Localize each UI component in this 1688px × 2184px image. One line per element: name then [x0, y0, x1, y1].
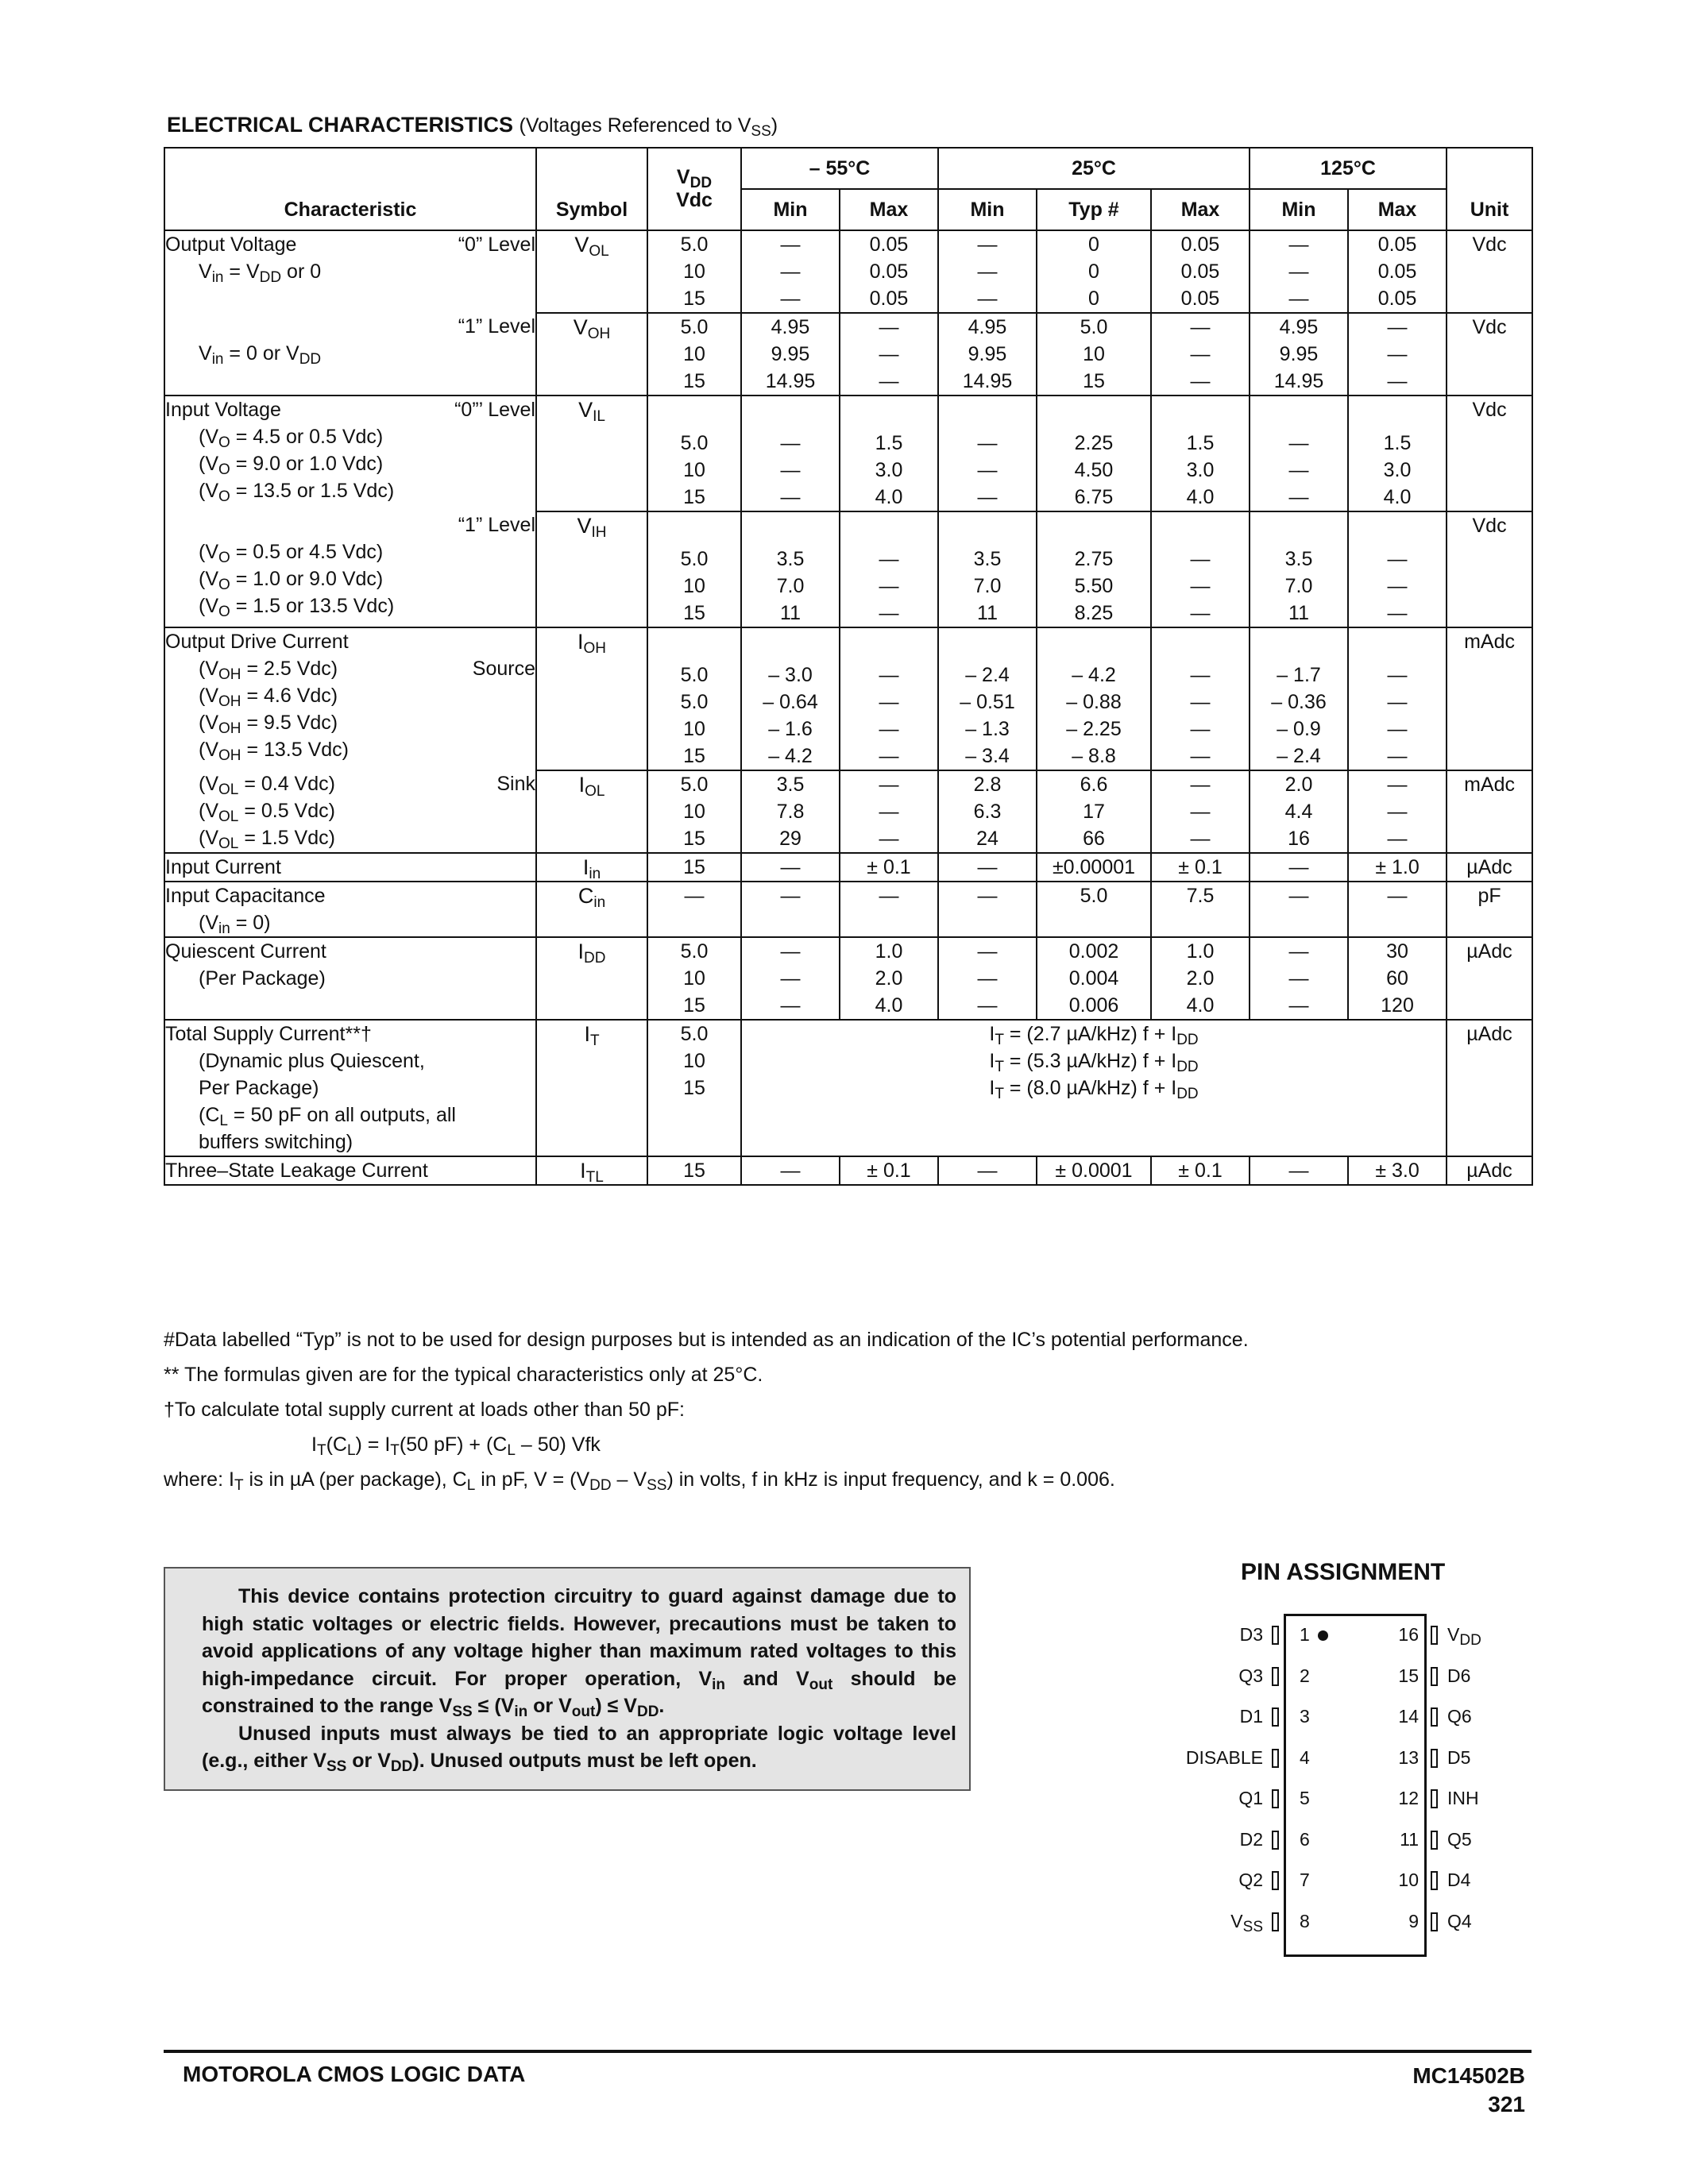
table-cell: 5.0 10 15 [647, 770, 741, 853]
table-title: ELECTRICAL CHARACTERISTICS (Voltages Referenced to $V_{SS}$) [167, 113, 778, 140]
table-cell: mAdc [1447, 770, 1532, 853]
table-cell: — — — [1151, 511, 1250, 627]
table-cell: ± 0.1 [1151, 853, 1250, 882]
table-row [164, 627, 1532, 770]
table-cell: ± 0.0001 [1037, 1156, 1151, 1185]
pin-left-label: D3 [1239, 1624, 1263, 1645]
table-cell: $I_{OH}$ [536, 627, 647, 770]
table-cell: Input Voltage “0”’ Level ($V_O = 4.5$ or 0.5 Vdc) ($V_O = 9.0$ or 1.0 Vdc) ($V_O = 13.5$ or 1.5 Vdc) [164, 396, 536, 511]
table-cell: 15 [647, 853, 741, 882]
table-cell: — [938, 882, 1037, 937]
footer-publication: MOTOROLA CMOS LOGIC DATA [183, 2062, 526, 2086]
table-cell: — [1348, 882, 1447, 937]
table-cell: Three–State Leakage Current [164, 1156, 536, 1185]
table-cell: Output Voltage “0” Level $V_{in} = V_{DD}$ or 0 [164, 230, 536, 313]
part-number: MC14502B [1412, 2063, 1525, 2088]
table-cell: Vdc [1447, 396, 1532, 511]
table-cell: — — — [938, 230, 1037, 313]
table-cell: — [938, 1156, 1037, 1185]
table-cell: 5.0 10 15 [647, 230, 741, 313]
table-cell: — — — — [1348, 627, 1447, 770]
pin-lead [1272, 1707, 1279, 1727]
table-cell: – 4.2 – 0.88 – 2.25 – 8.8 [1037, 627, 1151, 770]
table-cell: Input Current [164, 853, 536, 882]
table-cell: — — — [1250, 396, 1348, 511]
pin-number: 2 [1300, 1665, 1310, 1686]
table-cell: 7.5 [1151, 882, 1250, 937]
table-cell: Vdc [1447, 230, 1532, 313]
pin-left-label: Q3 [1238, 1665, 1263, 1686]
table-cell: $C_{in}$ [536, 882, 647, 937]
table-cell: — — — — [1151, 627, 1250, 770]
table-cell: ± 0.1 [840, 1156, 938, 1185]
table-cell: 5.0 10 15 [647, 396, 741, 511]
header-temp-minus55: – 55°C [741, 148, 938, 189]
table-cell: pF [1447, 882, 1532, 937]
table-cell: 2.0 4.4 16 [1250, 770, 1348, 853]
table-row [164, 853, 1532, 882]
table-cell: — — — [1250, 937, 1348, 1020]
pin-number: 3 [1300, 1706, 1310, 1727]
table-cell: Vdc [1447, 313, 1532, 396]
footnote-where: where: $I_T$ is in µA (per package), $C_L$ in pF, $V = (V_{DD} - V_{SS})$ in volts, f in kHz is input frequency, and k = 0.006. [164, 1468, 1115, 1494]
electrical-characteristics-table [164, 147, 1533, 1186]
table-cell: $V_{OL}$ [536, 230, 647, 313]
table-cell: — [741, 882, 840, 937]
footer-part-page [1412, 2062, 1525, 2119]
table-cell: 5.0 10 15 [647, 1020, 741, 1156]
table-cell: 4.95 9.95 14.95 [741, 313, 840, 396]
pin-left-label: Q1 [1238, 1788, 1263, 1808]
footer-rule [164, 2050, 1532, 2053]
page-number: 321 [1488, 2092, 1525, 2116]
table-cell: $I_{DD}$ [536, 937, 647, 1020]
table-cell: Quiescent Current (Per Package) [164, 937, 536, 1020]
table-cell: 3.5 7.0 11 [938, 511, 1037, 627]
table-cell: 5.0 10 15 [1037, 313, 1151, 396]
footnote-formulas: ** The formulas given are for the typical characteristics only at 25°C. [164, 1364, 763, 1386]
table-cell: $I_{TL}$ [536, 1156, 647, 1185]
pin-right-label: Q5 [1447, 1828, 1472, 1850]
table-cell: “1” Level $V_{in} = 0$ or $V_{DD}$ [164, 313, 536, 396]
table-cell: 15 [647, 1156, 741, 1185]
pin-lead [1272, 1626, 1279, 1645]
pin-right-label: D4 [1447, 1870, 1471, 1890]
table-cell: µAdc [1447, 1020, 1532, 1156]
table-cell: µAdc [1447, 937, 1532, 1020]
table-cell: — — — [840, 770, 938, 853]
header-symbol: Symbol [536, 148, 647, 230]
table-cell: 0.05 0.05 0.05 [1348, 230, 1447, 313]
table-cell: 0.002 0.004 0.006 [1037, 937, 1151, 1020]
table-row [164, 313, 1532, 396]
pin-number: 1 [1300, 1624, 1310, 1645]
table-cell: — — — [1250, 230, 1348, 313]
table-cell: 3.5 7.8 29 [741, 770, 840, 853]
table-cell: 1.5 3.0 4.0 [840, 396, 938, 511]
table-cell: 30 60 120 [1348, 937, 1447, 1020]
table-row [164, 230, 1532, 313]
pin-lead [1272, 1749, 1279, 1768]
header-unit: Unit [1447, 148, 1532, 230]
header-max: Max [1348, 189, 1447, 230]
pin-lead [1272, 1871, 1279, 1890]
table-footnotes [164, 1322, 1249, 1497]
pin1-dot-icon [1318, 1630, 1328, 1641]
protection-notice: This device contains protection circuitry to guard against damage due to high static voltages or electric fields. However, precautions must be taken to avoid applications of any voltage higher than maximum rated voltages to this high-impedance circuit. For proper operation, $V_{in}$ and $V_{out}$ should be constrained to the range $V_{SS} \le (V_{in}$ or $V_{out}) \le V_{DD}$. Unused inputs must always be tied to an appropriate logic voltage level (e.g., either $V_{SS}$ or $V_{DD}$). Unused outputs must be left open. [164, 1567, 971, 1791]
table-cell: 5.0 [1037, 882, 1151, 937]
footnote-typ: #Data labelled “Typ” is not to be used for design purposes but is intended as an indication of the IC’s potential performance. [164, 1329, 1249, 1351]
pin-number: 4 [1300, 1746, 1310, 1768]
table-cell: — — — [1348, 313, 1447, 396]
table-cell: $I_{in}$ [536, 853, 647, 882]
table-row [164, 1156, 1532, 1185]
table-cell: — — — [1348, 770, 1447, 853]
header-max: Max [840, 189, 938, 230]
header-temp-25: 25°C [938, 148, 1250, 189]
table-cell: ± 0.1 [1151, 1156, 1250, 1185]
table-cell: — [840, 882, 938, 937]
table-cell: — — — [741, 937, 840, 1020]
table-cell: — — — — [840, 627, 938, 770]
table-cell: 5.0 10 15 [647, 511, 741, 627]
table-cell: 6.6 17 66 [1037, 770, 1151, 853]
header-min: Min [1250, 189, 1348, 230]
pin-lead [1431, 1707, 1438, 1727]
header-max: Max [1151, 189, 1250, 230]
pin-lead [1431, 1667, 1438, 1686]
header-typ: Typ # [1037, 189, 1151, 230]
pin-number: 11 [1400, 1828, 1419, 1850]
table-cell: 2.25 4.50 6.75 [1037, 396, 1151, 511]
table-cell: — — — [741, 396, 840, 511]
table-cell: 1.5 3.0 4.0 [1348, 396, 1447, 511]
pin-number: 12 [1398, 1788, 1419, 1808]
pin-lead [1272, 1912, 1279, 1931]
pin-left-label: $V_{SS}$ [1230, 1910, 1263, 1935]
table-cell: 0.05 0.05 0.05 [840, 230, 938, 313]
table-cell: “1” Level ($V_O = 0.5$ or 4.5 Vdc) ($V_O = 1.0$ or 9.0 Vdc) ($V_O = 1.5$ or 13.5 Vdc) [164, 511, 536, 627]
pin-number: 8 [1300, 1910, 1310, 1931]
table-cell: $I_T$ [536, 1020, 647, 1156]
pin-lead [1272, 1789, 1279, 1808]
table-cell: Input Capacitance $(V_{in} = 0)$ [164, 882, 536, 937]
table-cell: Vdc [1447, 511, 1532, 627]
pin-right-label: D6 [1447, 1665, 1471, 1686]
table-cell: – 2.4 – 0.51 – 1.3 – 3.4 [938, 627, 1037, 770]
table-cell: 2.75 5.50 8.25 [1037, 511, 1151, 627]
pin-left-label: Q2 [1238, 1870, 1263, 1890]
table-row [164, 882, 1532, 937]
table-cell: 2.8 6.3 24 [938, 770, 1037, 853]
footnote-load: †To calculate total supply current at loads other than 50 pF: [164, 1399, 685, 1421]
table-cell: — — — [1151, 313, 1250, 396]
table-cell: $I_{OL}$ [536, 770, 647, 853]
table-cell: mAdc [1447, 627, 1532, 770]
pin-number: 5 [1300, 1788, 1310, 1808]
table-cell: 1.0 2.0 4.0 [840, 937, 938, 1020]
pin-right-label: $V_{DD}$ [1447, 1624, 1481, 1649]
pin-number: 15 [1398, 1665, 1419, 1686]
table-cell: 1.5 3.0 4.0 [1151, 396, 1250, 511]
table-cell: — — — [938, 396, 1037, 511]
header-temp-125: 125°C [1250, 148, 1447, 189]
pin-right-label: Q6 [1447, 1706, 1472, 1727]
pin-number: 16 [1398, 1624, 1419, 1645]
pin-lead [1272, 1667, 1279, 1686]
table-cell: 5.0 10 15 [647, 313, 741, 396]
table-cell: ±0.00001 [1037, 853, 1151, 882]
table-cell: Output Drive Current ($V_{OH} = 2.5$ Vdc) Source ($V_{OH} = 4.6$ Vdc) ($V_{OH} = 9.5$ Vdc) ($V_{OH} = 13.5$ Vdc) [164, 627, 536, 770]
table-row [164, 1020, 1532, 1156]
table-cell: ± 0.1 [840, 853, 938, 882]
pin-number: 6 [1300, 1828, 1310, 1850]
table-cell: – 3.0 – 0.64 – 1.6 – 4.2 [741, 627, 840, 770]
pin-right-label: INH [1447, 1788, 1479, 1808]
table-cell: 1.0 2.0 4.0 [1151, 937, 1250, 1020]
table-cell: — [741, 853, 840, 882]
table-cell: — — — [1348, 511, 1447, 627]
pin-lead [1431, 1789, 1438, 1808]
pin-assignment-title: PIN ASSIGNMENT [1241, 1559, 1446, 1585]
table-cell: µAdc [1447, 1156, 1532, 1185]
pin-right-label: D5 [1447, 1746, 1471, 1768]
table-cell: — — — [938, 937, 1037, 1020]
table-row [164, 511, 1532, 627]
table-cell: 4.95 9.95 14.95 [938, 313, 1037, 396]
table-cell: — [1250, 882, 1348, 937]
pin-lead [1431, 1871, 1438, 1890]
header-min: Min [938, 189, 1037, 230]
table-cell: $V_{OH}$ [536, 313, 647, 396]
table-cell: 0 0 0 [1037, 230, 1151, 313]
table-row [164, 770, 1532, 853]
pin-number: 13 [1398, 1746, 1419, 1768]
table-cell: — [938, 853, 1037, 882]
table-cell: $V_{IL}$ [536, 396, 647, 511]
table-cell: — — — [840, 511, 938, 627]
table-row [164, 396, 1532, 511]
table-cell: $V_{IH}$ [536, 511, 647, 627]
table-cell: µAdc [1447, 853, 1532, 882]
pin-lead [1272, 1831, 1279, 1850]
table-cell: 4.95 9.95 14.95 [1250, 313, 1348, 396]
table-row [164, 937, 1532, 1020]
pin-lead [1431, 1831, 1438, 1850]
table-cell: — [741, 1156, 840, 1185]
table-cell: — — — [840, 313, 938, 396]
table-cell: ± 3.0 [1348, 1156, 1447, 1185]
table-cell: ($V_{OL} = 0.4$ Vdc) Sink ($V_{OL} = 0.5$ Vdc) ($V_{OL} = 1.5$ Vdc) [164, 770, 536, 853]
pin-left-label: D2 [1239, 1828, 1263, 1850]
table-cell: — — — [1151, 770, 1250, 853]
pin-left-label: DISABLE [1185, 1746, 1263, 1768]
table-cell: — [647, 882, 741, 937]
table-cell: Total Supply Current**† (Dynamic plus Quiescent, Per Package) ($C_L = 50$ pF on all outputs, all buffers switching) [164, 1020, 536, 1156]
table-cell: 5.0 10 15 [647, 937, 741, 1020]
table-cell: 5.0 5.0 10 15 [647, 627, 741, 770]
table-cell: — — — [741, 230, 840, 313]
header-characteristic: Characteristic [164, 148, 536, 230]
pin-number: 9 [1408, 1910, 1419, 1931]
footnote-equation: $I_T(C_L) = I_T(50$ $pF) + (C_L - 50)$ Vfk [311, 1433, 601, 1459]
pin-number: 7 [1300, 1870, 1310, 1890]
table-cell: 0.05 0.05 0.05 [1151, 230, 1250, 313]
pin-number: 10 [1398, 1870, 1419, 1890]
table-cell: — [1250, 853, 1348, 882]
table-cell: – 1.7 – 0.36 – 0.9 – 2.4 [1250, 627, 1348, 770]
table-cell: ± 1.0 [1348, 853, 1447, 882]
header-min: Min [741, 189, 840, 230]
header-vdd: $V_{DD}$ Vdc [647, 148, 741, 230]
supply-current-formulas: $I_T = (2.7$ µA/kHz) $f + I_{DD}$ $I_T = (5.3$ µA/kHz) $f + I_{DD}$ $I_T = (8.0$ µA/kHz) $f + I_{DD}$ [741, 1020, 1447, 1156]
pin-number: 14 [1398, 1706, 1419, 1727]
pin-lead [1431, 1912, 1438, 1931]
table-cell: — [1250, 1156, 1348, 1185]
pin-lead [1431, 1626, 1438, 1645]
pin-left-label: D1 [1239, 1706, 1263, 1727]
pin-lead [1431, 1749, 1438, 1768]
pin-right-label: Q4 [1447, 1910, 1472, 1931]
table-cell: 3.5 7.0 11 [1250, 511, 1348, 627]
table-cell: 3.5 7.0 11 [741, 511, 840, 627]
